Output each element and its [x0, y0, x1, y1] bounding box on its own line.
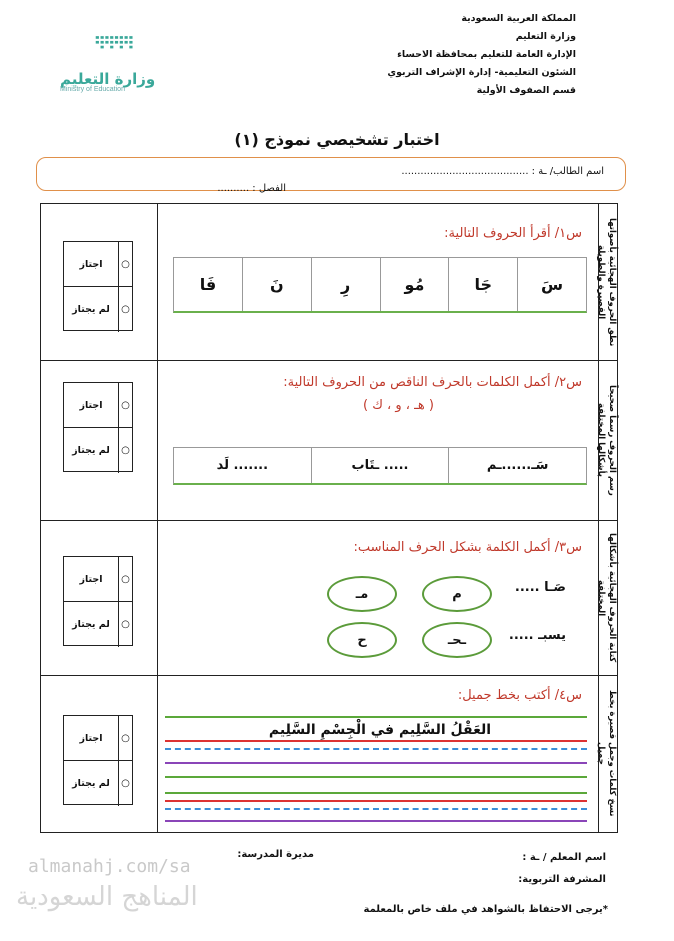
pass-fail-box-3: [63, 556, 133, 646]
column-divider-left: [157, 203, 158, 833]
radio-circle-icon[interactable]: ○: [118, 287, 132, 332]
handwriting-line-red: [165, 800, 587, 802]
word-fill-2[interactable]: يسبـ .....: [508, 628, 566, 643]
header-line-kingdom: المملكة العربية السعودية: [461, 13, 576, 24]
pass-label: اجتاز: [79, 573, 103, 585]
supervisor-field[interactable]: المشرفة التربوية:: [518, 874, 606, 885]
handwriting-line-red: [165, 740, 587, 742]
pass-option[interactable]: [64, 716, 132, 761]
logo-english-text: Ministry of Education: [60, 86, 125, 93]
teacher-name-field[interactable]: اسم المعلم / ـة :: [522, 852, 606, 863]
letter-option-oval[interactable]: ح: [327, 622, 397, 658]
question-1: س١/ أقرأ الحروف التالية:: [444, 226, 582, 241]
fail-option[interactable]: [64, 428, 132, 473]
question-3: س٣/ أكمل الكلمة بشكل الحرف المناسب:: [353, 540, 582, 555]
letter-cell: سَ: [517, 258, 586, 311]
handwriting-line-dashed: [165, 748, 587, 750]
skill-label-4: نسخ كلمات وجمل قصيرة بخط جميل: [596, 690, 617, 817]
fail-option[interactable]: [64, 287, 132, 332]
letter-cell: رِ: [311, 258, 380, 311]
word-blank-cell[interactable]: ..... ـتَاب: [311, 448, 449, 483]
ministry-logo-icon: [92, 34, 172, 66]
watermark-brand: المناهج السعودية: [16, 882, 198, 912]
header-block: [346, 10, 576, 100]
header-line-ministry: وزارة التعليم: [515, 31, 576, 42]
skill-label-3: كتابة الحروف الهجائية بأشكالها المختلفة: [596, 533, 617, 663]
pass-label: اجتاز: [79, 399, 103, 411]
letter-cell: فَا: [199, 275, 217, 294]
retention-note: *يرجى الاحتفاظ بالشواهد في ملف خاص بالمعلمة: [363, 904, 608, 915]
model-sentence: العَقْلُ السَّلِيم في الْجِسْمِ السَّلِيم: [268, 722, 492, 738]
radio-circle-icon[interactable]: ○: [118, 602, 132, 647]
pass-option[interactable]: [64, 557, 132, 602]
row-divider-2: [40, 520, 618, 521]
pass-option[interactable]: [64, 383, 132, 428]
logo-arabic-text: وزارة التعليم: [60, 70, 156, 88]
handwriting-line-base: [165, 776, 587, 778]
letters-row: [173, 257, 587, 313]
word-blank-cell[interactable]: سَـ......ـم: [448, 448, 586, 483]
fail-label: لم يجتاز: [72, 619, 110, 630]
fail-option[interactable]: [64, 602, 132, 647]
radio-circle-icon[interactable]: ○: [118, 383, 132, 427]
header-line-admin: الإدارة العامة للتعليم بمحافظة الاحساء: [397, 49, 576, 60]
fail-label: لم يجتاز: [72, 304, 110, 315]
letter-cell: مُو: [380, 258, 449, 311]
principal-field[interactable]: مديرة المدرسة:: [237, 849, 314, 860]
header-line-dept: قسم الصفوف الأولية: [476, 85, 576, 96]
radio-circle-icon[interactable]: ○: [118, 716, 132, 760]
handwriting-line-top: [165, 792, 587, 794]
pass-fail-box-4: [63, 715, 133, 805]
skill-label-2: رسم الحروف رسماً صحيحاً بأشكالها المختلفة: [596, 384, 617, 496]
fail-label: لم يجتاز: [72, 445, 110, 456]
letter-option-oval[interactable]: ـحـ: [422, 622, 492, 658]
student-name-field[interactable]: اسم الطالب/ ـة : ........................................: [401, 166, 604, 177]
letter-cell: جَا: [448, 258, 517, 311]
row-divider-3: [40, 675, 618, 676]
handwriting-line-purple: [165, 820, 587, 822]
question-2-options: ( هـ ، و ، ك ): [363, 398, 434, 413]
radio-circle-icon[interactable]: ○: [118, 761, 132, 806]
question-2: س٢/ أكمل الكلمات بالحرف الناقص من الحروف التالية:: [283, 375, 582, 390]
radio-circle-icon[interactable]: ○: [118, 428, 132, 473]
letter-option-oval[interactable]: م: [422, 576, 492, 612]
pass-fail-box-1: [63, 241, 133, 331]
handwriting-line-dashed: [165, 808, 587, 810]
radio-circle-icon[interactable]: ○: [118, 557, 132, 601]
skill-label-1: نطق الحروف الهجائية بأصواتها القصيرة والطويلة: [596, 218, 617, 347]
pass-label: اجتاز: [79, 732, 103, 744]
radio-circle-icon[interactable]: ○: [118, 242, 132, 286]
question-4: س٤/ أكتب بخط جميل:: [457, 688, 582, 703]
header-line-affairs: الشئون التعليمية- إدارة الإشراف التربوي: [387, 67, 576, 78]
page-title: اختبار تشخيصي نموذج (١): [234, 130, 440, 149]
row-divider-1: [40, 360, 618, 361]
letter-cell: نَ: [242, 258, 311, 311]
pass-fail-box-2: [63, 382, 133, 472]
word-fill-1[interactable]: صَـا .....: [514, 580, 566, 595]
pass-label: اجتاز: [79, 258, 103, 270]
class-field[interactable]: الفصل : ..........: [217, 183, 286, 194]
fail-label: لم يجتاز: [72, 778, 110, 789]
handwriting-line-top: [165, 716, 587, 718]
word-blank-cell[interactable]: ....... لَد: [216, 458, 269, 473]
words-row: [173, 447, 587, 485]
watermark-url: almanahj.com/sa: [28, 856, 191, 877]
letter-option-oval[interactable]: مـ: [327, 576, 397, 612]
fail-option[interactable]: [64, 761, 132, 806]
handwriting-line-purple: [165, 762, 587, 764]
pass-option[interactable]: [64, 242, 132, 287]
